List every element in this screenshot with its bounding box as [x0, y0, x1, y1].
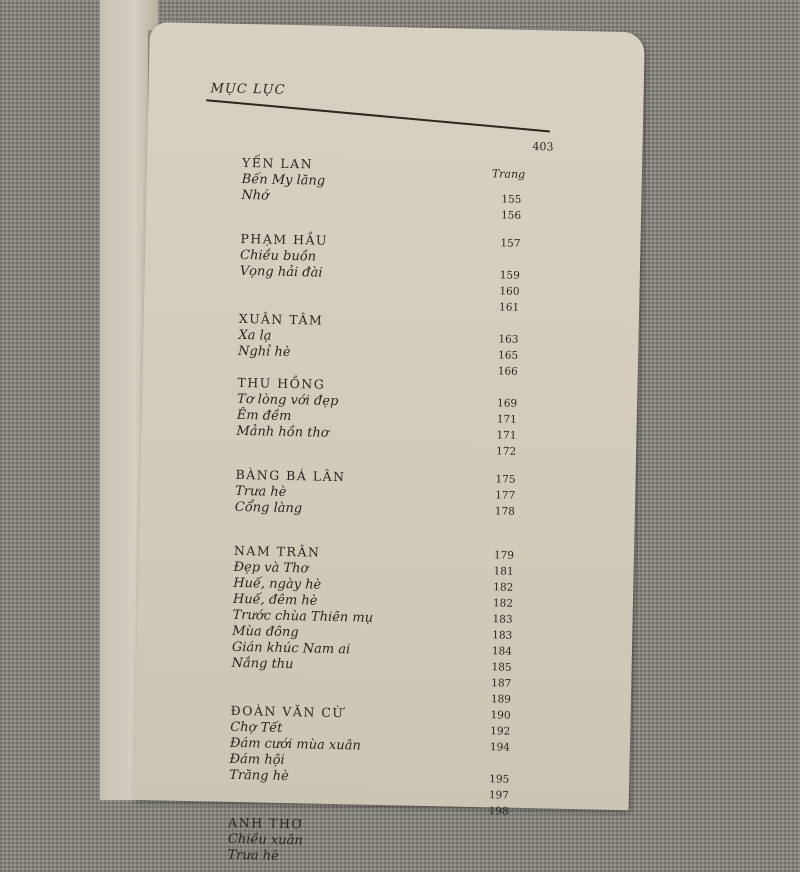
author-name: ANH THƠ — [228, 814, 304, 832]
page-ref: 187 — [491, 677, 512, 690]
page-ref: 181 — [493, 565, 514, 578]
poem-title: Chiều xuân — [227, 831, 303, 849]
poem-title: Đám hội — [229, 751, 285, 768]
poem-title: Đẹp và Thơ — [233, 559, 309, 577]
heading-rule — [206, 99, 550, 132]
poem-title: Đám cưới mùa xuân — [229, 735, 361, 754]
page-ref: 172 — [495, 445, 517, 458]
author-name: PHẠM HẦU — [240, 230, 329, 248]
poem-title: Huế, ngày hè — [233, 575, 322, 593]
poem-title: Nhớ — [241, 187, 270, 204]
page-ref: 183 — [492, 613, 513, 626]
page-ref: 169 — [496, 397, 518, 410]
author-name: XUÂN TÂM — [238, 310, 324, 328]
poem-title: Tơ lòng với đẹp — [236, 391, 339, 410]
page-ref: 178 — [494, 505, 515, 518]
author-name: ĐOÀN VĂN CỪ — [230, 702, 345, 721]
poem-title: Bến My lăng — [241, 171, 326, 189]
poem-title: Trăng hè — [229, 767, 289, 785]
page-ref: 177 — [495, 489, 516, 502]
poem-title: Chợ Tết — [230, 719, 283, 736]
page-ref: 182 — [493, 581, 514, 594]
author-name: BÀNG BÁ LÂN — [235, 466, 346, 485]
page-ref: 195 — [489, 773, 510, 786]
page-ref: 155 — [501, 193, 522, 206]
poem-title: Chiều buồn — [239, 247, 317, 265]
page-ref: 198 — [488, 805, 509, 818]
page-ref: 156 — [500, 209, 522, 222]
page-ref: 192 — [490, 725, 511, 738]
page-ref: 190 — [490, 709, 511, 722]
page-ref: 179 — [493, 549, 515, 562]
book-page — [134, 22, 645, 864]
page-ref: 157 — [500, 237, 521, 250]
poem-title: Xa lạ — [238, 327, 272, 344]
page-ref: 159 — [499, 269, 520, 282]
page-number: 403 — [532, 140, 554, 154]
poem-title: Êm đềm — [236, 407, 292, 425]
poem-title: Nắng thu — [231, 655, 294, 673]
page-ref: 160 — [499, 285, 520, 298]
page-heading: MỤC LỤC — [210, 81, 286, 98]
page-ref: 175 — [495, 473, 516, 486]
poem-title: Trưa hè — [227, 847, 279, 864]
page-ref: 165 — [497, 349, 519, 362]
page-ref: 194 — [489, 741, 511, 754]
author-name: THU HỒNG — [237, 374, 326, 392]
page-ref: 185 — [491, 661, 512, 674]
poem-title: Gián khúc Nam ai — [231, 639, 351, 658]
page-ref: 171 — [496, 429, 517, 442]
poem-title: Trước chùa Thiên mụ — [232, 607, 374, 626]
author-name: NAM TRÂN — [233, 542, 321, 560]
page-column-label: Trang — [491, 167, 526, 181]
poem-title: Nghỉ hè — [237, 343, 291, 361]
poem-title: Trưa hè — [235, 483, 287, 500]
page-ref: 163 — [498, 333, 519, 346]
poem-title: Mùa đông — [232, 623, 299, 641]
page-ref: 183 — [492, 629, 513, 642]
poem-title: Huế, đêm hè — [232, 591, 318, 609]
author-name: YẾN LAN — [241, 154, 314, 172]
page-ref: 166 — [497, 365, 518, 378]
page-ref: 189 — [490, 693, 512, 706]
poem-title: Mảnh hồn thơ — [236, 423, 329, 441]
poem-title: Vọng hải đài — [239, 263, 323, 281]
poem-title: Cổng làng — [234, 499, 303, 517]
page-ref: 184 — [491, 645, 513, 658]
toc-list — [227, 154, 542, 868]
page-ref: 197 — [488, 789, 510, 802]
page-ref: 171 — [496, 413, 517, 426]
page-ref: 161 — [498, 301, 520, 314]
page-ref: 182 — [492, 597, 514, 610]
